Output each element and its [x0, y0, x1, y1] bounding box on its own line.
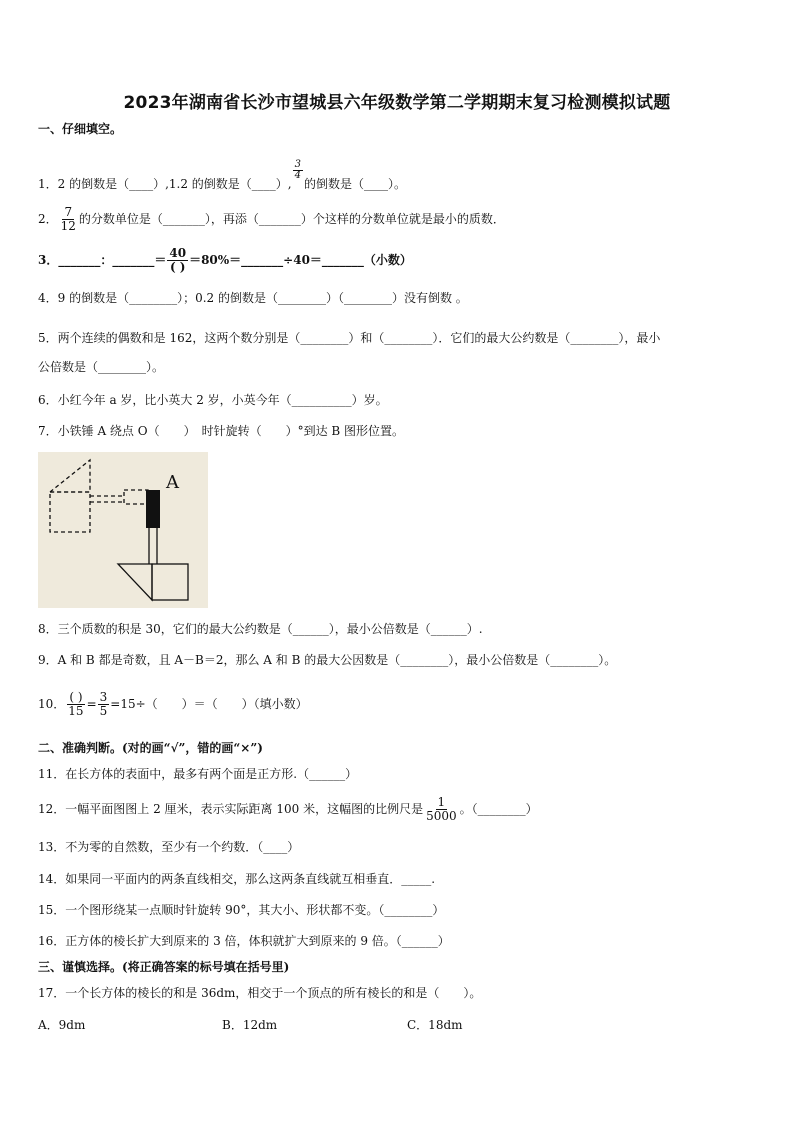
question-1-text-b: 的倒数是（____）。 [304, 177, 407, 191]
question-10 [38, 691, 308, 718]
rotated-hammer-dashed [50, 460, 148, 532]
fraction-denominator: 12 [60, 219, 76, 233]
question-12-text-b: 。（________） [459, 802, 538, 816]
question-12-text-a: 12．一幅平面图图上 2 厘米，表示实际距离 100 米，这幅图的比例尺是 [38, 802, 424, 816]
fraction-three-fifths [98, 691, 110, 718]
fraction-denominator: 4 [294, 170, 301, 181]
fraction-numerator: ( ) [69, 690, 83, 704]
question-17: 17．一个长方体的棱长的和是 36dm，相交于一个顶点的所有棱长的和是（ ）。 [38, 986, 482, 1000]
rotation-figure [38, 452, 208, 608]
question-10-text: =15÷（ ）＝（ ）（填小数） [110, 697, 308, 711]
fraction-seven-twelfths [59, 206, 78, 233]
question-7: 7．小铁锤 A 绕点 O（ ） 时针旋转（ ）°到达 B 图形位置。 [38, 424, 405, 438]
section-heading-2: 二、准确判断。(对的画“√”，错的画“×”) [38, 741, 263, 755]
section-heading-3: 三、谨慎选择。(将正确答案的标号填在括号里) [38, 960, 290, 974]
label-a: A [166, 472, 179, 493]
question-2-text: 的分数单位是（_______），再添（_______）个这样的分数单位就是最小的质数． [78, 212, 505, 226]
question-10-number: 10． [38, 697, 66, 711]
question-1 [38, 159, 407, 195]
question-9: 9．A 和 B 都是奇数，且 A－B＝2，那么 A 和 B 的最大公因数是（________），最小公倍数是（________）。 [38, 653, 617, 667]
q17-option-b[interactable]: B．12dm [222, 1018, 278, 1032]
question-11: 11．在长方体的表面中，最多有两个面是正方形.（______） [38, 767, 358, 781]
section-heading-1: 一、仔细填空。 [38, 122, 123, 136]
question-15: 15．一个图形绕某一点顺时针旋转 90°，其大小、形状都不变。（________） [38, 903, 445, 917]
dashed-triangle [50, 460, 90, 492]
hammer-rotation-diagram [38, 452, 208, 608]
hammer-head-solid [146, 490, 160, 528]
fraction-three-quarters [293, 160, 303, 181]
dashed-square [50, 492, 90, 532]
fraction-denominator: 15 [68, 704, 84, 718]
question-8: 8．三个质数的积是 30，它们的最大公约数是（______），最小公倍数是（______）. [38, 622, 483, 636]
fraction-blank-over-fifteen [66, 691, 85, 718]
question-13: 13．不为零的自然数，至少有一个约数．（____） [38, 840, 300, 854]
question-12 [38, 796, 538, 823]
question-5-line-2: 公倍数是（________）。 [38, 360, 165, 374]
question-5-line-1: 5．两个连续的偶数和是 162，这两个数分别是（________）和（________）．它们的最大公约数是（________），最小 [38, 331, 661, 345]
question-3 [38, 247, 412, 274]
equals-sign: = [86, 697, 97, 711]
original-hammer [118, 528, 188, 600]
question-3-text-a: 3．_______：_______＝ [38, 253, 167, 267]
question-2-number: 2． [38, 212, 58, 226]
question-16: 16．正方体的棱长扩大到原来的 3 倍，体积就扩大到原来的 9 倍。（______） [38, 934, 450, 948]
page-title: 2023年湖南省长沙市望城县六年级数学第二学期期末复习检测模拟试题 [123, 93, 671, 113]
fraction-denominator: 5 [99, 704, 108, 718]
fraction-numerator: 40 [169, 246, 187, 260]
fraction-denominator: ( ) [169, 260, 186, 274]
solid-square [152, 564, 188, 600]
fraction-numerator: 7 [64, 205, 73, 219]
question-2 [38, 206, 505, 233]
q17-option-c[interactable]: C．18dm [407, 1018, 463, 1032]
dashed-head [124, 490, 148, 504]
question-4: 4．9 的倒数是（________）；0.2 的倒数是（________）（________）没有倒数 。 [38, 291, 468, 305]
question-6: 6．小红今年 a 岁，比小英大 2 岁，小英今年（__________）岁。 [38, 393, 388, 407]
fraction-numerator: 1 [437, 795, 446, 809]
fraction-forty-over-blank [167, 247, 188, 274]
question-1-text-a: 1．2 的倒数是（____）,1.2 的倒数是（____）, [38, 177, 292, 191]
fraction-numerator: 3 [99, 690, 108, 704]
fraction-one-over-5000 [424, 796, 459, 823]
question-3-text-b: ＝80%＝_______÷40＝_______（小数） [189, 253, 412, 267]
fraction-numerator: 3 [294, 159, 301, 170]
q17-option-a[interactable]: A．9dm [38, 1018, 86, 1032]
solid-triangle [118, 564, 152, 600]
fraction-denominator: 5000 [426, 809, 457, 823]
question-14: 14．如果同一平面内的两条直线相交，那么这两条直线就互相垂直．_____. [38, 872, 436, 886]
